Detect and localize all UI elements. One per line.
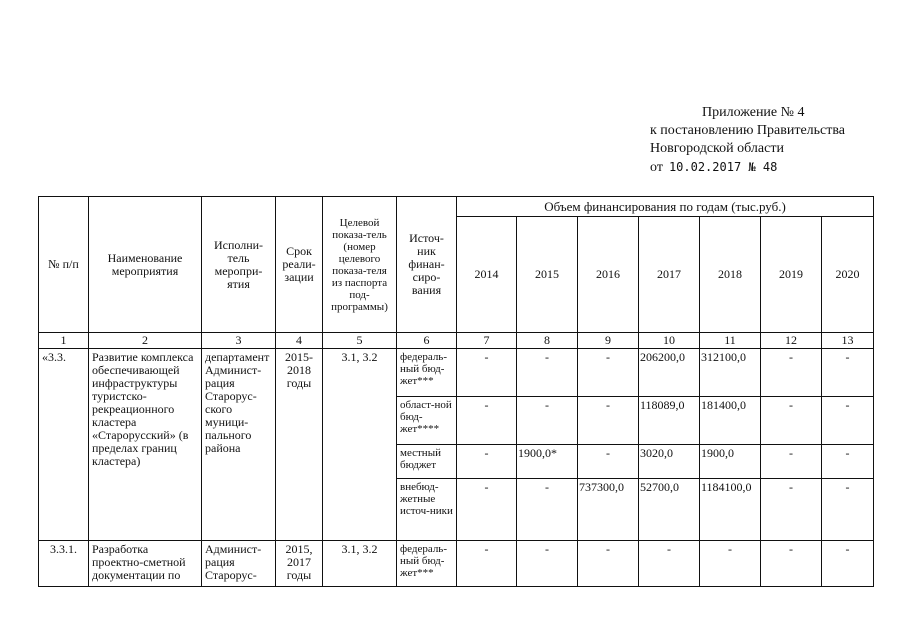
value-cell: - <box>517 479 578 541</box>
value-cell: - <box>457 397 517 445</box>
value-cell: - <box>517 541 578 587</box>
col-header-source: Источ-ник финан-сиро-вания <box>397 197 457 333</box>
col-header-year: 2017 <box>639 217 700 333</box>
column-number: 4 <box>276 333 323 349</box>
value-cell: 1900,0 <box>700 445 761 479</box>
col-header-year: 2020 <box>822 217 874 333</box>
value-cell: - <box>517 349 578 397</box>
value-cell: - <box>822 541 874 587</box>
value-cell: - <box>639 541 700 587</box>
appendix-title: Приложение № 4 <box>702 105 805 120</box>
value-cell: - <box>822 349 874 397</box>
col-header-year: 2015 <box>517 217 578 333</box>
column-number-row <box>39 333 874 349</box>
row-source: местный бюджет <box>397 445 457 479</box>
value-cell: - <box>822 397 874 445</box>
row-term: 2015-2018 годы <box>276 349 323 541</box>
value-cell: 118089,0 <box>639 397 700 445</box>
col-header-year: 2019 <box>761 217 822 333</box>
date-prefix: от <box>650 160 663 175</box>
table-row <box>39 349 874 397</box>
value-cell: - <box>761 479 822 541</box>
column-number: 13 <box>822 333 874 349</box>
value-cell: - <box>761 541 822 587</box>
column-number: 10 <box>639 333 700 349</box>
row-source: федераль-ный бюд-жет*** <box>397 541 457 587</box>
value-cell: - <box>578 541 639 587</box>
value-cell: - <box>578 445 639 479</box>
col-header-year: 2018 <box>700 217 761 333</box>
date-line <box>650 158 900 177</box>
executor-department: департамент <box>205 350 270 364</box>
col-header-executor: Исполни-тель меропри-ятия <box>202 197 276 333</box>
region-line: Новгородской области <box>650 141 784 156</box>
row-executor: Админист-рация Старорус- <box>202 541 276 587</box>
column-number: 9 <box>578 333 639 349</box>
value-cell: - <box>578 349 639 397</box>
resolution-line: к постановлению Правительства <box>650 123 846 138</box>
value-cell: 1900,0* <box>517 445 578 479</box>
value-cell: - <box>761 349 822 397</box>
row-source: внебюд-жетные источ-ники <box>397 479 457 541</box>
row-source: област-ной бюд-жет**** <box>397 397 457 445</box>
value-cell: 3020,0 <box>639 445 700 479</box>
column-number: 1 <box>39 333 89 349</box>
value-cell: - <box>761 397 822 445</box>
row-name: Развитие комплекса обеспечивающей инфраструктуры туристско-рекреационного кластера «Старорусский» (в пределах границ кластера) <box>89 349 202 541</box>
value-cell: 206200,0 <box>639 349 700 397</box>
column-number: 6 <box>397 333 457 349</box>
row-num: «3.3. <box>39 349 89 541</box>
value-cell: - <box>761 445 822 479</box>
row-target: 3.1, 3.2 <box>323 349 397 541</box>
col-header-year: 2016 <box>578 217 639 333</box>
column-number: 3 <box>202 333 276 349</box>
column-number: 7 <box>457 333 517 349</box>
col-header-num: № п/п <box>39 197 89 333</box>
value-cell: 737300,0 <box>578 479 639 541</box>
row-executor <box>202 349 276 541</box>
value-cell: - <box>517 397 578 445</box>
col-header-year: 2014 <box>457 217 517 333</box>
col-header-term: Срок реали-зации <box>276 197 323 333</box>
funding-table <box>38 196 874 587</box>
table-row <box>39 541 874 587</box>
column-number: 11 <box>700 333 761 349</box>
row-num: 3.3.1. <box>39 541 89 587</box>
value-cell: - <box>457 349 517 397</box>
column-number: 5 <box>323 333 397 349</box>
value-cell: - <box>822 445 874 479</box>
value-cell: - <box>578 397 639 445</box>
col-header-funding-group: Объем финансирования по годам (тыс.руб.) <box>457 197 874 217</box>
row-term: 2015, 2017 годы <box>276 541 323 587</box>
row-source: федераль-ный бюд-жет*** <box>397 349 457 397</box>
row-name: Разработка проектно-сметной документации по <box>89 541 202 587</box>
value-cell: - <box>457 479 517 541</box>
value-cell: - <box>457 445 517 479</box>
value-cell: 52700,0 <box>639 479 700 541</box>
value-cell: - <box>822 479 874 541</box>
value-cell: - <box>457 541 517 587</box>
value-cell: 1184100,0 <box>700 479 761 541</box>
col-header-name: Наименование мероприятия <box>89 197 202 333</box>
date-value: 10.02.2017 № 48 <box>668 160 778 174</box>
column-number: 8 <box>517 333 578 349</box>
executor-administration: Админист-рация Старорус-ского муници-пального района <box>205 363 262 455</box>
value-cell: 312100,0 <box>700 349 761 397</box>
value-cell: - <box>700 541 761 587</box>
column-number: 12 <box>761 333 822 349</box>
value-cell: 181400,0 <box>700 397 761 445</box>
column-number: 2 <box>89 333 202 349</box>
row-target: 3.1, 3.2 <box>323 541 397 587</box>
document-header <box>650 104 900 177</box>
col-header-target: Целевой показа-тель (номер целевого показа-теля из паспорта под-программы) <box>323 197 397 333</box>
